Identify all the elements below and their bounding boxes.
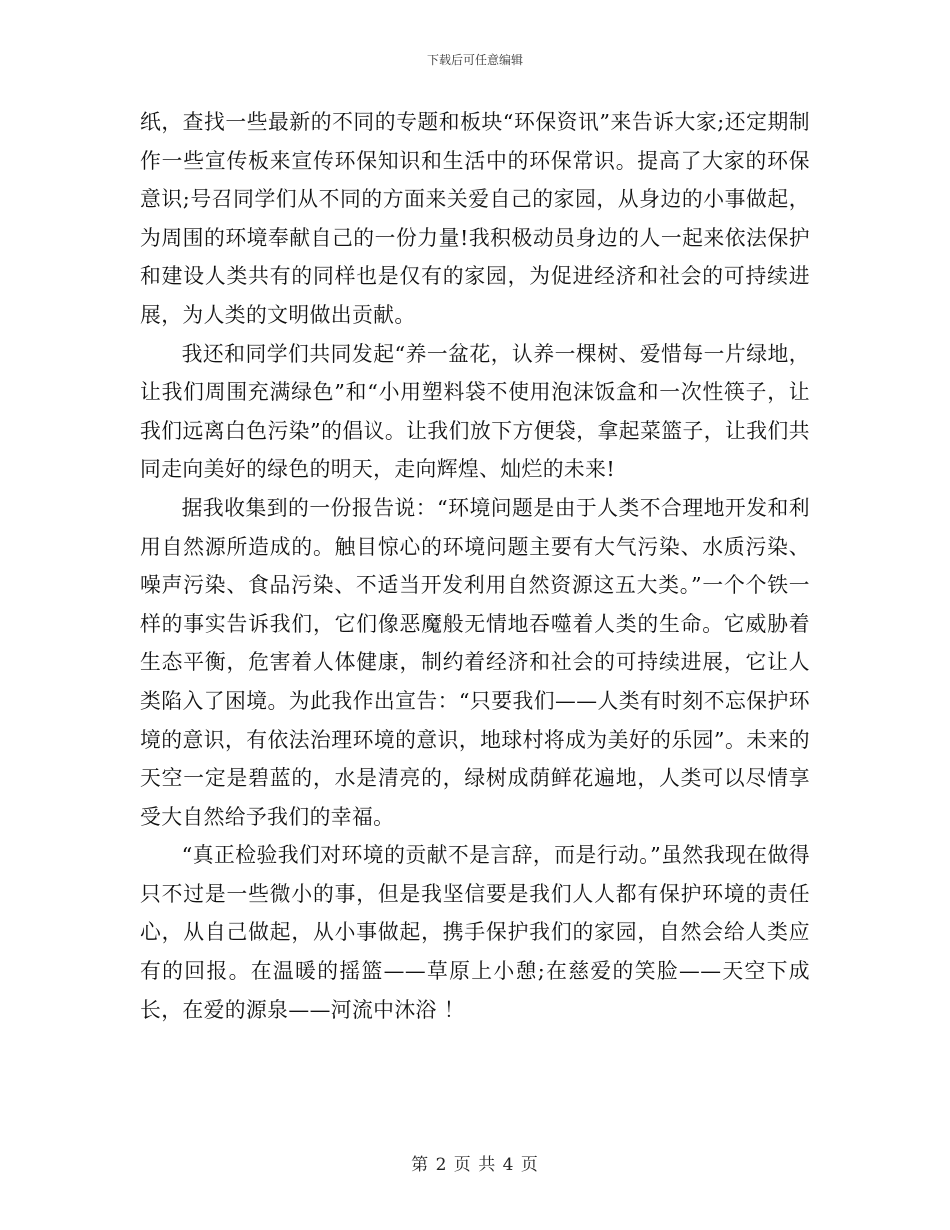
paragraph-3: 据我收集到的一份报告说：“环境问题是由于人类不合理地开发和利用自然源所造成的。触目惊心的环境问题主要有大气污染、水质污染、噪声污染、食品污染、不适当开发利用自然资源这五大类。”一个个铁一样的事实告诉我们，它们像恶魔般无情地吞噬着人类的生命。它威胁着生态平衡，危害着人体健康，制约着经济和社会的可持续进展，它让人类陷入了困境。为此我作出宣告：“只要我们——人类有时刻不忘保护环境的意识，有依法治理环境的意识，地球村将成为美好的乐园”。未来的天空一定是碧蓝的，水是清亮的，绿树成荫鲜花遍地，人类可以尽情享受大自然给予我们的幸福。 bbox=[140, 495, 810, 829]
page-number-footer: 第 2 页 共 4 页 bbox=[411, 1155, 539, 1175]
paragraph-2: 我还和同学们共同发起“养一盆花，认养一棵树、爱惜每一片绿地，让我们周围充满绿色”和“小用塑料袋不使用泡沫饭盒和一次性筷子，让我们远离白色污染”的倡议。让我们放下方便袋，拿起菜篮子，让我们共同走向美好的绿色的明天，走向辉煌、灿烂的未来! bbox=[140, 341, 810, 482]
page-header-note: 下载后可任意编辑 bbox=[426, 53, 523, 67]
paragraph-4: “真正检验我们对环境的贡献不是言辞，而是行动。”虽然我现在做得只不过是一些微小的事，但是我坚信要是我们人人都有保护环境的责任心，从自己做起，从小事做起，携手保护我们的家园，自然会给人类应有的回报。在温暖的摇篮——草原上小憩;在慈爱的笑脸——天空下成长，在爱的源泉——河流中沐浴 ！ bbox=[140, 843, 810, 1022]
paragraph-1: 纸，查找一些最新的不同的专题和板块“环保资讯”来告诉大家;还定期制作一些宣传板来宣传环保知识和生活中的环保常识。提高了大家的环保意识;号召同学们从不同的方面来关爱自己的家园，从身边的小事做起，为周围的环境奉献自己的一份力量!我积极动员身边的人一起来依法保护和建设人类共有的同样也是仅有的家园，为促进经济和社会的可持续进展，为人类的文明做出贡献。 bbox=[140, 110, 810, 327]
document-body bbox=[140, 103, 810, 1029]
